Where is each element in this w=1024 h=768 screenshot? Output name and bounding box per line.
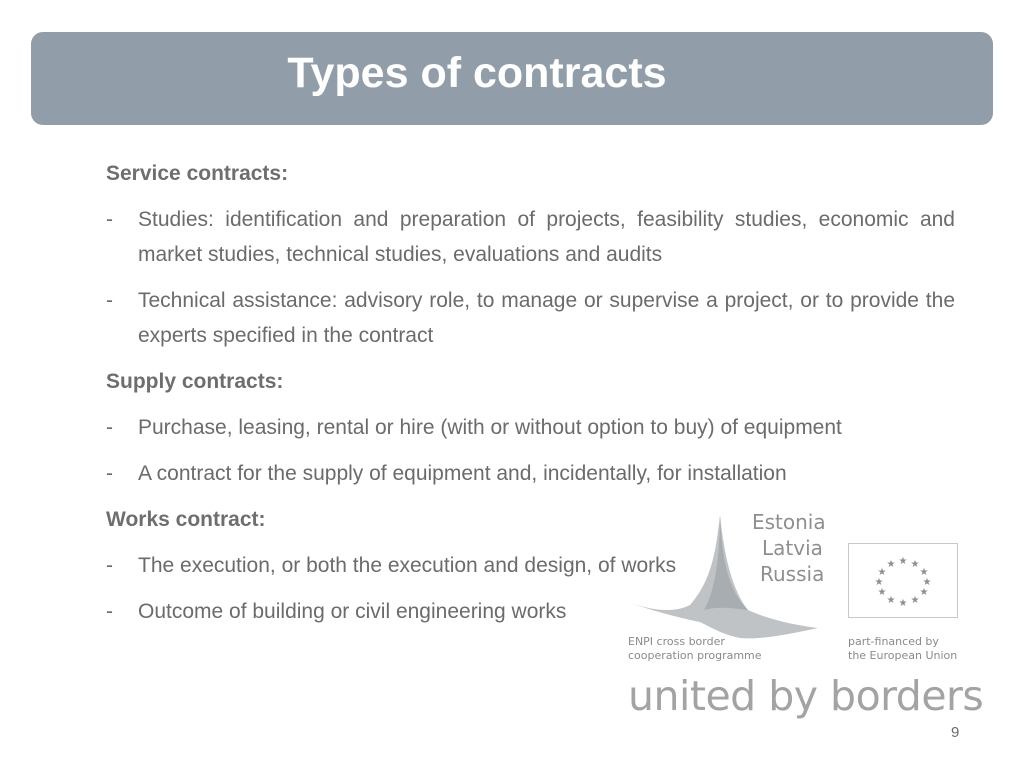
- svg-text:★: ★: [877, 587, 887, 598]
- programme-line-1: ENPI cross border: [628, 635, 725, 648]
- bullet-dash: -: [106, 600, 113, 623]
- svg-text:★: ★: [922, 577, 932, 588]
- bullet-dash: -: [106, 416, 113, 439]
- page-number: 9: [951, 724, 960, 741]
- bullet-dash: -: [106, 462, 113, 485]
- list-item: [106, 202, 955, 272]
- list-item-text: Technical assistance: advisory role, to manage or supervise a project, or to provide the experts specified in the contract: [138, 289, 955, 347]
- section-heading-service: Service contracts:: [106, 162, 289, 185]
- list-item-text: The execution, or both the execution and design, of works: [138, 554, 677, 577]
- list-item: [106, 410, 955, 445]
- svg-text:★: ★: [919, 587, 929, 598]
- bullet-dash: -: [106, 554, 113, 577]
- eu-line-2: the European Union: [848, 649, 958, 662]
- svg-text:★: ★: [886, 559, 896, 570]
- programme-line-2: cooperation programme: [628, 649, 762, 662]
- svg-text:★: ★: [910, 559, 920, 570]
- bullet-dash: -: [106, 289, 113, 312]
- bullet-dash: -: [106, 208, 113, 231]
- slide-title: Types of contracts: [287, 49, 667, 97]
- section-heading-supply: Supply contracts:: [106, 370, 284, 393]
- svg-text:★: ★: [898, 556, 908, 567]
- slide-body: [106, 156, 955, 640]
- list-item: [106, 283, 955, 353]
- slogan: united by borders: [628, 672, 984, 720]
- list-item-text: A contract for the supply of equipment and, incidentally, for installation: [138, 462, 787, 485]
- list-item-text: Purchase, leasing, rental or hire (with or without option to buy) of equipment: [138, 416, 842, 439]
- list-item: [106, 548, 955, 583]
- svg-text:★: ★: [886, 595, 896, 606]
- list-item-text: Outcome of building or civil engineering works: [138, 600, 567, 623]
- list-item: [106, 456, 955, 491]
- svg-text:★: ★: [919, 567, 929, 578]
- svg-text:★: ★: [898, 598, 908, 609]
- eu-line-1: part-financed by: [848, 635, 939, 648]
- list-item: [106, 594, 955, 629]
- section-heading-works: Works contract:: [106, 508, 266, 531]
- svg-text:★: ★: [877, 567, 887, 578]
- list-item-text: Studies: identification and preparation of projects, feasibility studies, economic and market studies, technical studies, evaluations and audits: [138, 208, 955, 266]
- svg-text:★: ★: [910, 595, 920, 606]
- country-russia: Russia: [760, 562, 825, 586]
- country-latvia: Latvia: [762, 536, 823, 560]
- svg-text:★: ★: [874, 577, 884, 588]
- country-estonia: Estonia: [752, 510, 826, 534]
